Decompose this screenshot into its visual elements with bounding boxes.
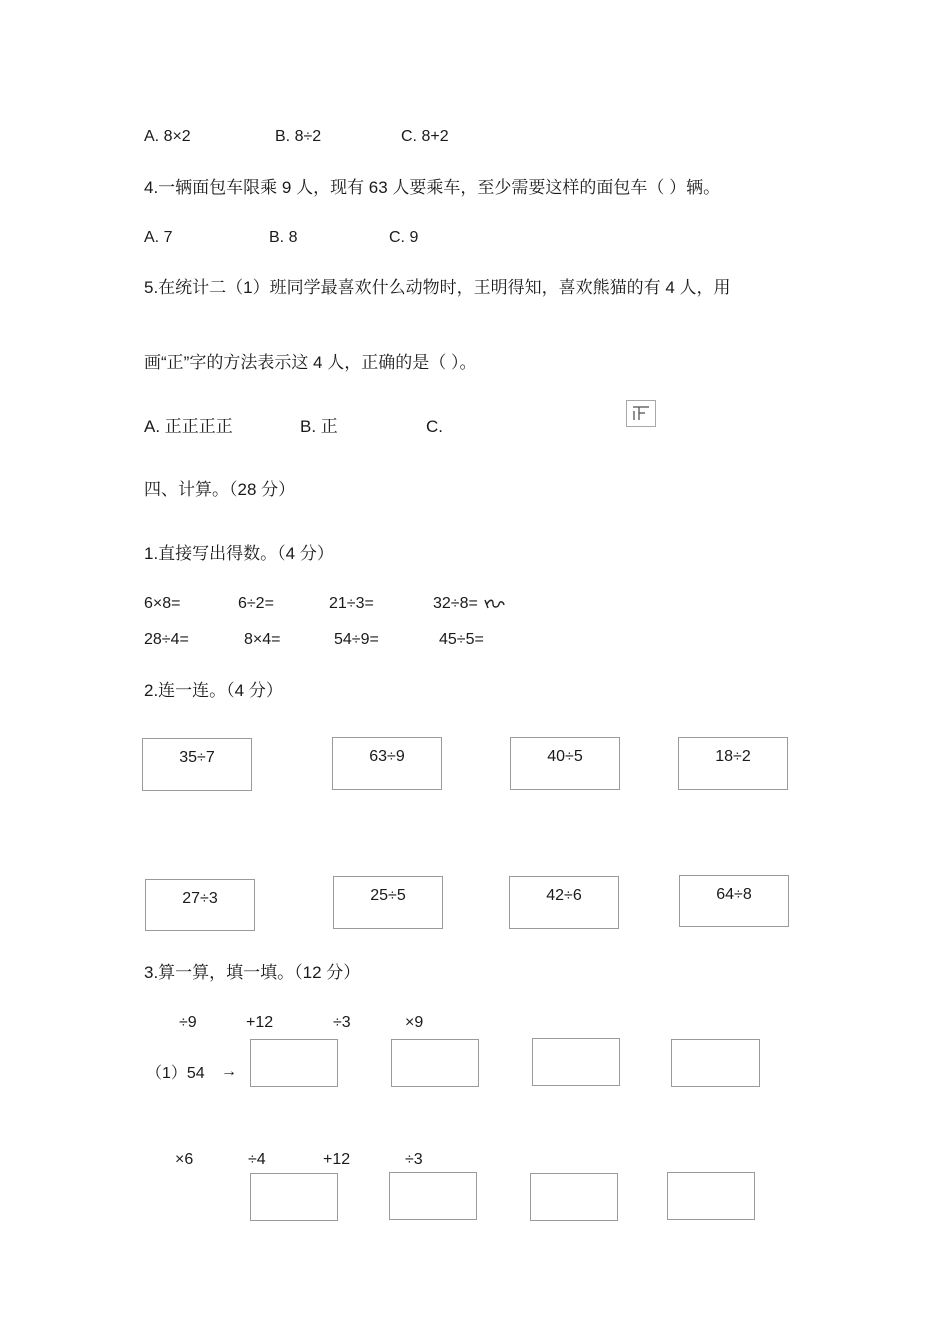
q5-option-c: C. bbox=[426, 417, 443, 436]
match-bottom-3[interactable]: 42÷6 bbox=[509, 876, 619, 929]
chain1-start: （1）54 bbox=[146, 1065, 205, 1082]
q5-option-b: B. 正 bbox=[300, 417, 338, 436]
match-bottom-1[interactable]: 27÷3 bbox=[145, 879, 255, 931]
scribble-mark bbox=[484, 597, 506, 611]
match-top-2[interactable]: 63÷9 bbox=[332, 737, 442, 790]
chain1-arrow: → bbox=[221, 1063, 237, 1080]
part1-r2-c3: 54÷9= bbox=[334, 631, 379, 648]
part1-r2-c1: 28÷4= bbox=[144, 631, 189, 648]
part1-r2-c4: 45÷5= bbox=[439, 631, 484, 648]
part1-r2-c2: 8×4= bbox=[244, 631, 281, 648]
part1-r1-c1: 6×8= bbox=[144, 595, 181, 612]
part1-r1-c2: 6÷2= bbox=[238, 595, 274, 612]
match-top-1[interactable]: 35÷7 bbox=[142, 738, 252, 791]
chain2-answer-3[interactable] bbox=[530, 1173, 618, 1221]
part2-title: 2.连一连。（4 分） bbox=[144, 681, 283, 700]
q3-option-b: B. 8÷2 bbox=[275, 128, 322, 145]
match-top-4[interactable]: 18÷2 bbox=[678, 737, 788, 790]
part1-r1-c4: 32÷8= bbox=[433, 595, 478, 612]
match-top-3[interactable]: 40÷5 bbox=[510, 737, 620, 790]
chain2-op-3: +12 bbox=[323, 1151, 351, 1168]
part1-title: 1.直接写出得数。（4 分） bbox=[144, 544, 334, 563]
chain2-op-4: ÷3 bbox=[405, 1151, 423, 1168]
chain1-answer-1[interactable] bbox=[250, 1039, 338, 1087]
q3-option-a: A. 8×2 bbox=[144, 128, 191, 145]
section4-title: 四、计算。（28 分） bbox=[144, 480, 296, 499]
chain2-op-2: ÷4 bbox=[248, 1151, 266, 1168]
q4-option-a: A. 7 bbox=[144, 229, 173, 246]
chain2-op-1: ×6 bbox=[175, 1151, 194, 1168]
part1-r1-c3: 21÷3= bbox=[329, 595, 374, 612]
chain2-answer-1[interactable] bbox=[250, 1173, 338, 1221]
chain1-answer-3[interactable] bbox=[532, 1038, 620, 1086]
match-bottom-2[interactable]: 25÷5 bbox=[333, 876, 443, 929]
q5-option-a: A. 正正正正 bbox=[144, 417, 233, 436]
chain1-answer-4[interactable] bbox=[671, 1039, 760, 1087]
part3-title: 3.算一算，填一填。（12 分） bbox=[144, 963, 361, 982]
chain1-op-4: ×9 bbox=[405, 1014, 424, 1031]
q5-text-line1: 5.在统计二（1）班同学最喜欢什么动物时，王明得知，喜欢熊猫的有 4 人，用 bbox=[144, 278, 731, 297]
chain1-answer-2[interactable] bbox=[391, 1039, 479, 1087]
chain2-answer-2[interactable] bbox=[389, 1172, 477, 1220]
q4-option-b: B. 8 bbox=[269, 229, 298, 246]
q3-option-c: C. 8+2 bbox=[401, 128, 449, 145]
q5-text-line2: 画“正”字的方法表示这 4 人，正确的是（ ）。 bbox=[144, 353, 477, 372]
zheng-partial-image bbox=[626, 400, 656, 427]
chain2-answer-4[interactable] bbox=[667, 1172, 755, 1220]
q4-text: 4.一辆面包车限乘 9 人，现有 63 人要乘车，至少需要这样的面包车（ ）辆。 bbox=[144, 178, 721, 197]
chain1-op-1: ÷9 bbox=[179, 1014, 197, 1031]
chain1-op-2: +12 bbox=[246, 1014, 274, 1031]
chain1-op-3: ÷3 bbox=[333, 1014, 351, 1031]
match-bottom-4[interactable]: 64÷8 bbox=[679, 875, 789, 927]
q4-option-c: C. 9 bbox=[389, 229, 419, 246]
